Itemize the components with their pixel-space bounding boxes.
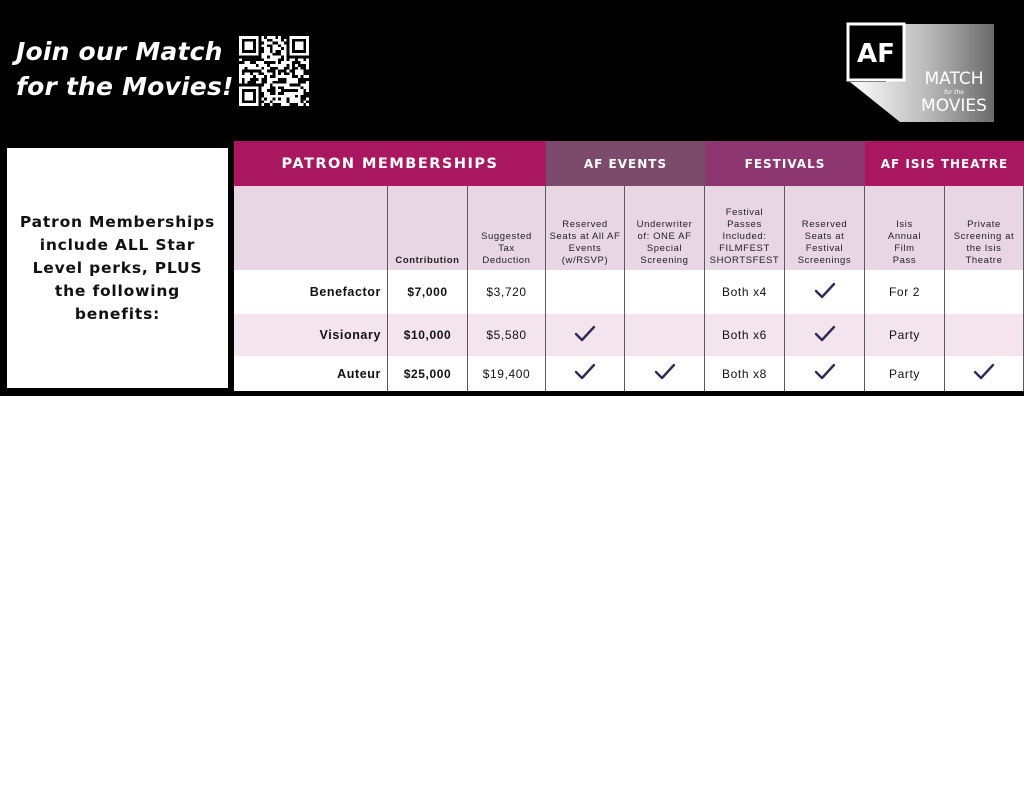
column-header-label: Reserved Seats at All AF Events (w/RSVP)	[549, 219, 621, 266]
cell-underwriter	[625, 356, 705, 391]
cell-private-screening	[945, 314, 1024, 356]
cell-underwriter	[625, 270, 705, 314]
cell-festival-reserved-seats	[785, 270, 865, 314]
check-icon	[574, 363, 596, 384]
cell-festival-passes: Both x6	[705, 314, 785, 356]
cell-tax-deduction: $5,580	[468, 314, 546, 356]
cell-private-screening	[945, 356, 1024, 391]
cell-isis-film-pass: For 2	[865, 270, 945, 314]
cell-isis-film-pass: Party	[865, 356, 945, 391]
check-icon	[973, 363, 995, 384]
section-af-events: AF EVENTS	[546, 141, 705, 186]
column-header-underwriter	[625, 186, 705, 270]
column-header-label: Private Screening at the Isis Theatre	[953, 219, 1015, 266]
column-header-festival-passes	[705, 186, 785, 270]
cell-contribution: $7,000	[388, 270, 468, 314]
cell-tier: Benefactor	[234, 270, 388, 314]
cell-events-reserved-seats	[546, 270, 625, 314]
check-icon	[814, 325, 836, 346]
check-icon	[814, 363, 836, 384]
logo-line-2: for the	[943, 89, 965, 96]
section-festivals: FESTIVALS	[705, 141, 865, 186]
column-header-tax-deduction	[468, 186, 546, 270]
column-header-label: Festival Passes Included: FILMFEST SHORTSFEST	[709, 207, 780, 266]
cell-underwriter	[625, 314, 705, 356]
cell-tier: Auteur	[234, 356, 388, 391]
sidebar-note-text: Patron Memberships include ALL Star Level perks, PLUS the following benefits:	[19, 212, 216, 323]
check-icon	[654, 363, 676, 384]
cell-festival-reserved-seats	[785, 356, 865, 391]
column-header-label: Reserved Seats at Festival Screenings	[797, 219, 852, 266]
cell-tax-deduction: $19,400	[468, 356, 546, 391]
logo-mark: AF	[857, 39, 895, 69]
cell-isis-film-pass: Party	[865, 314, 945, 356]
column-header-contribution	[388, 186, 468, 270]
headline	[16, 34, 234, 104]
headline-line-2: for the Movies!	[16, 72, 234, 101]
cell-private-screening	[945, 270, 1024, 314]
cell-festival-reserved-seats	[785, 314, 865, 356]
column-header-private-screening	[945, 186, 1024, 270]
cell-events-reserved-seats	[546, 356, 625, 391]
column-header-events-reserved-seats	[546, 186, 625, 270]
sidebar-note	[7, 148, 228, 388]
section-af-isis-theatre: AF ISIS THEATRE	[865, 141, 1024, 186]
headline-line-1: Join our Match	[16, 37, 223, 66]
column-header-label: Isis Annual Film Pass	[887, 219, 922, 266]
column-header-label: Contribution	[395, 255, 460, 266]
cell-events-reserved-seats	[546, 314, 625, 356]
column-header-festival-reserved-seats	[785, 186, 865, 270]
column-header-label: Underwriter of: ONE AF Special Screening	[636, 219, 693, 266]
check-icon	[574, 325, 596, 346]
logo-line-1: MATCH	[924, 69, 984, 89]
cell-tax-deduction: $3,720	[468, 270, 546, 314]
match-for-the-movies-logo	[846, 22, 996, 130]
check-icon	[814, 282, 836, 303]
cell-contribution: $10,000	[388, 314, 468, 356]
cell-tier: Visionary	[234, 314, 388, 356]
section-patron-memberships: PATRON MEMBERSHIPS	[234, 141, 546, 186]
column-header-tier	[234, 186, 388, 270]
cell-festival-passes: Both x4	[705, 270, 785, 314]
cell-festival-passes: Both x8	[705, 356, 785, 391]
qr-code[interactable]	[239, 36, 309, 106]
column-header-label: Suggested Tax Deduction	[481, 231, 532, 266]
cell-contribution: $25,000	[388, 356, 468, 391]
logo-line-3: MOVIES	[921, 96, 987, 116]
column-header-isis-film-pass	[865, 186, 945, 270]
